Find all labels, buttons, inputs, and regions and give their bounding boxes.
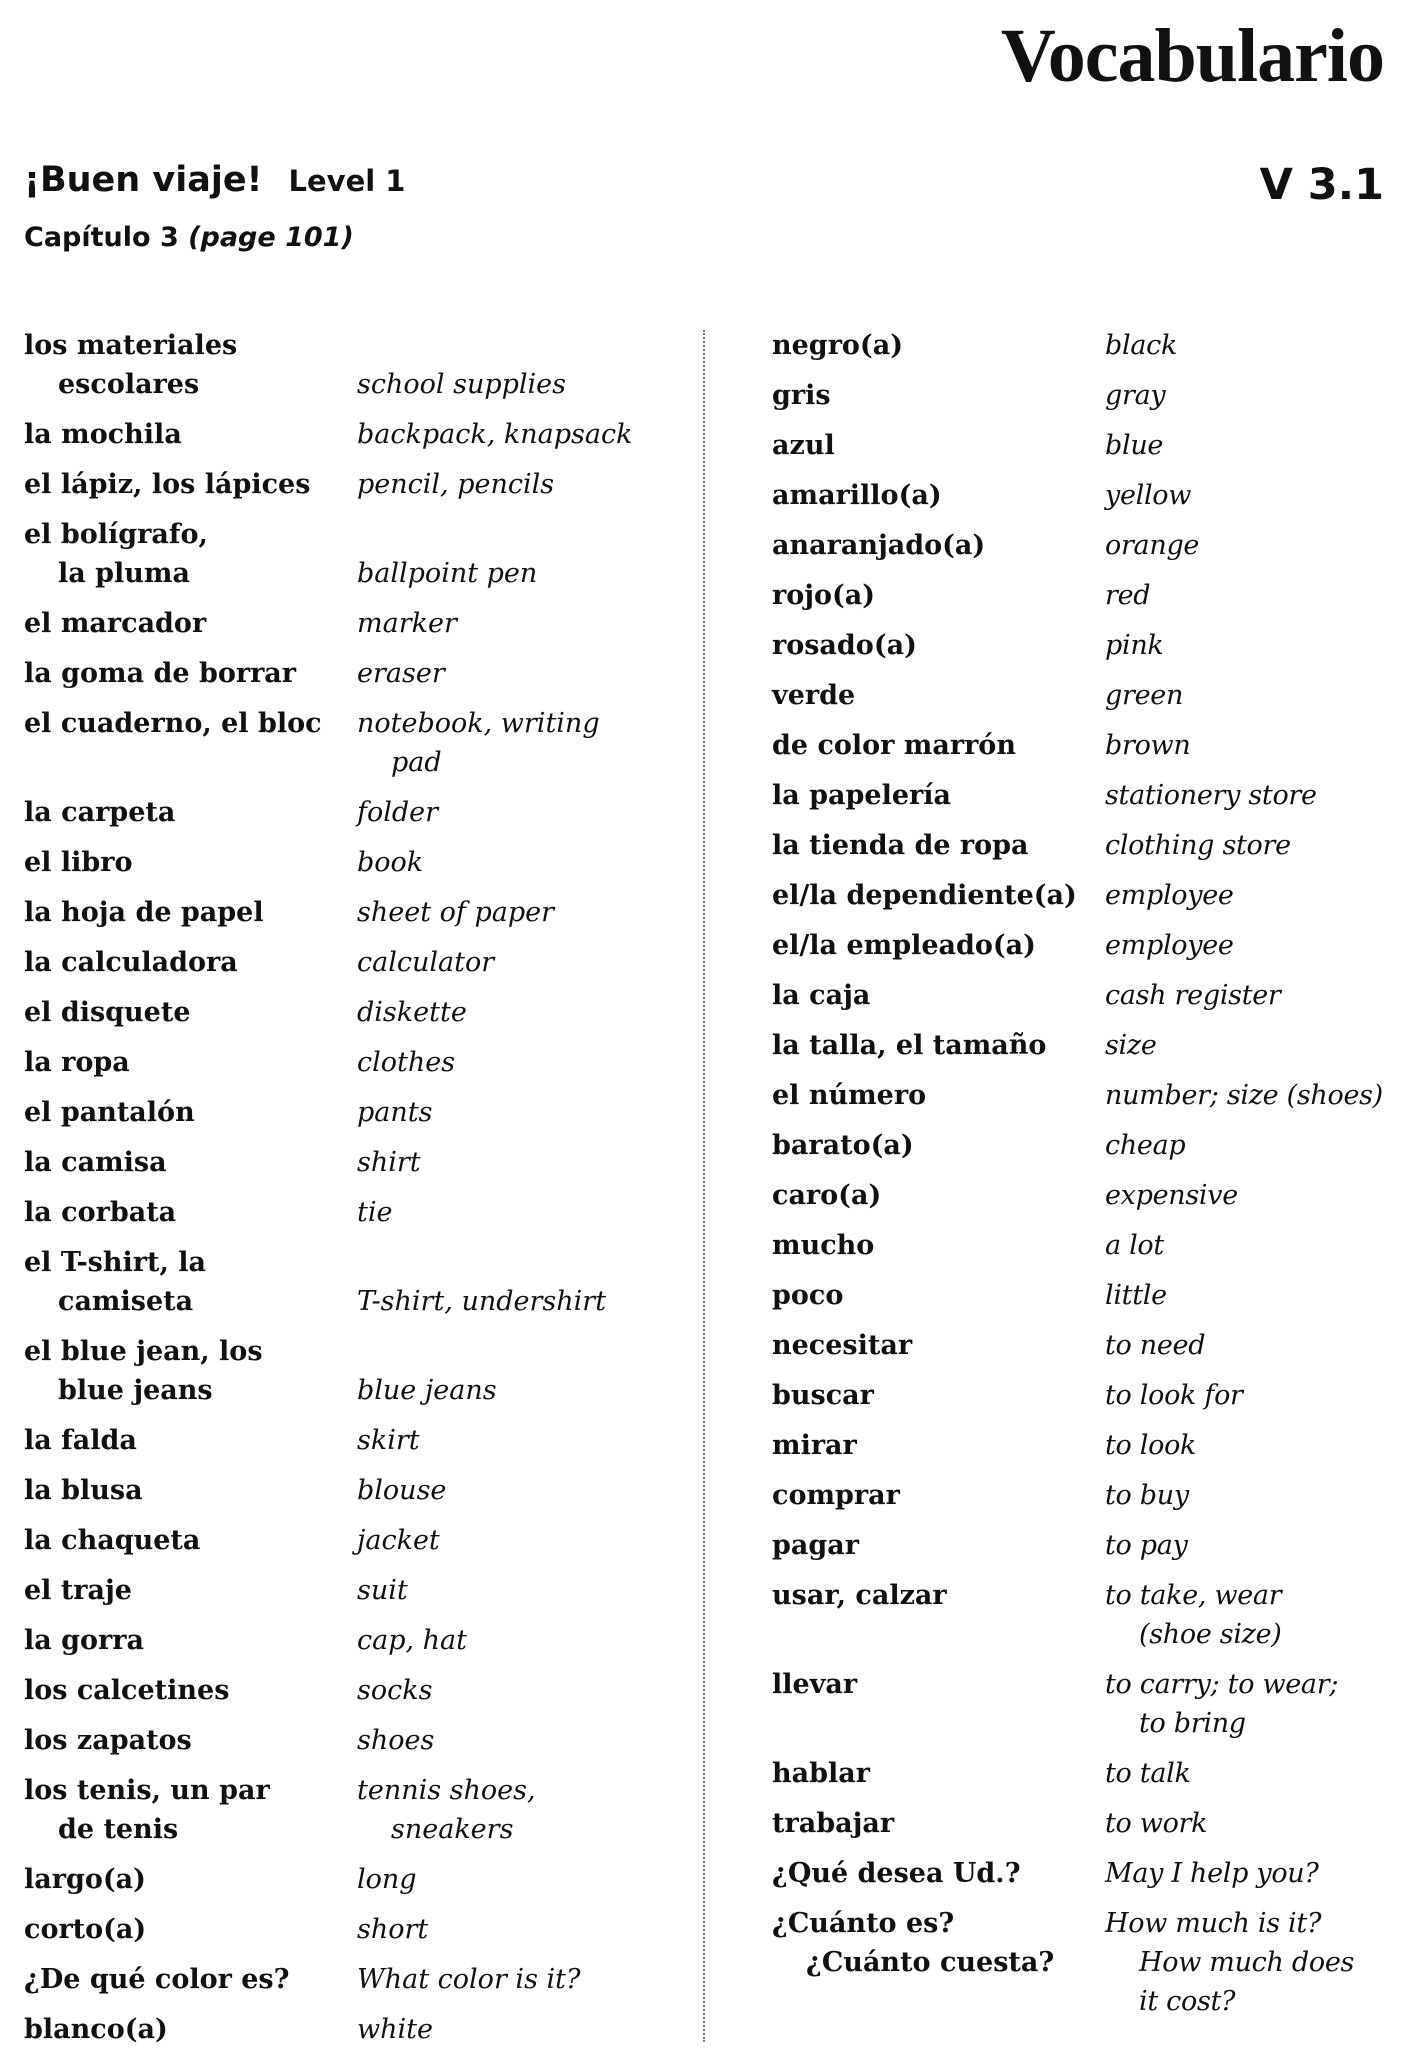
english-translation: eraser	[357, 658, 445, 689]
english-translation: cheap	[1105, 1130, 1186, 1161]
spanish-term: gris	[772, 380, 831, 411]
spanish-term: la ropa	[24, 1047, 130, 1078]
english-translation: brown	[1105, 730, 1191, 761]
english-translation: number; size (shoes)	[1105, 1080, 1383, 1111]
spanish-term: la falda	[24, 1425, 137, 1456]
vocab-entry	[772, 1804, 1396, 1843]
spanish-term: el número	[772, 1080, 927, 1111]
vocab-entry	[24, 326, 684, 404]
english-translation: clothing store	[1105, 830, 1291, 861]
spanish-term: caro(a)	[772, 1180, 882, 1211]
english-translation: pants	[357, 1097, 433, 1128]
spanish-term: largo(a)	[24, 1864, 146, 1895]
english-translation: to take, wear (shoe size)	[1105, 1580, 1282, 1650]
vocab-entry	[772, 1426, 1396, 1465]
spanish-term: comprar	[772, 1480, 900, 1511]
vocab-entry	[24, 1043, 684, 1082]
spanish-term: de color marrón	[772, 730, 1016, 761]
english-translation: suit	[357, 1575, 408, 1606]
spanish-term: buscar	[772, 1380, 874, 1411]
spanish-term: rojo(a)	[772, 580, 876, 611]
english-translation: notebook, writing pad	[357, 708, 600, 778]
vocab-entry	[24, 415, 684, 454]
vocab-entry	[24, 1721, 684, 1760]
spanish-term: la corbata	[24, 1197, 177, 1228]
english-translation: a lot	[1105, 1230, 1164, 1261]
spanish-term: ¿Cuánto es? ¿Cuánto cuesta?	[772, 1908, 1055, 1978]
english-translation: marker	[357, 608, 457, 639]
spanish-term: llevar	[772, 1669, 858, 1700]
english-translation: T-shirt, undershirt	[357, 1286, 607, 1317]
vocab-entry	[24, 1093, 684, 1132]
english-translation: book	[357, 847, 424, 878]
english-translation: orange	[1105, 530, 1200, 561]
english-translation: employee	[1105, 930, 1234, 961]
spanish-term: corto(a)	[24, 1914, 147, 1945]
spanish-term: la blusa	[24, 1475, 143, 1506]
spanish-term: la mochila	[24, 419, 182, 450]
vocab-entry	[772, 1026, 1396, 1065]
vocab-entry	[772, 426, 1396, 465]
spanish-term: el blue jean, los blue jeans	[24, 1336, 263, 1406]
english-translation: cash register	[1105, 980, 1281, 1011]
english-translation: pink	[1105, 630, 1164, 661]
vocab-entry	[772, 1476, 1396, 1515]
vocab-entry	[772, 1326, 1396, 1365]
vocab-entry	[772, 1904, 1396, 2021]
spanish-term: la gorra	[24, 1625, 144, 1656]
vocab-entry	[24, 465, 684, 504]
english-translation: shirt	[357, 1147, 421, 1178]
spanish-term: los calcetines	[24, 1675, 230, 1706]
spanish-term: mucho	[772, 1230, 875, 1261]
english-translation: school supplies	[357, 369, 567, 400]
english-translation: to carry; to wear; to bring	[1105, 1669, 1339, 1739]
vocab-entry	[772, 326, 1396, 365]
vocab-entry	[24, 893, 684, 932]
page-reference: (page 101)	[188, 222, 354, 253]
spanish-term: barato(a)	[772, 1130, 914, 1161]
vocab-entry	[772, 1276, 1396, 1315]
vocab-entry	[772, 1176, 1396, 1215]
english-translation: to pay	[1105, 1530, 1188, 1561]
vocab-entry	[24, 704, 684, 782]
english-translation: red	[1105, 580, 1151, 611]
vocab-entry	[772, 926, 1396, 965]
spanish-term: la talla, el tamaño	[772, 1030, 1047, 1061]
vocab-entry	[24, 1143, 684, 1182]
vocab-entry	[772, 1754, 1396, 1793]
vocab-entry	[24, 943, 684, 982]
vocab-entry	[24, 1243, 684, 1321]
book-name: ¡Buen viaje!	[24, 160, 263, 200]
english-translation: blue	[1105, 430, 1164, 461]
spanish-term: negro(a)	[772, 330, 903, 361]
english-translation: socks	[357, 1675, 433, 1706]
vocab-entry	[772, 826, 1396, 865]
vocab-entry	[772, 1076, 1396, 1115]
english-translation: yellow	[1105, 480, 1192, 511]
vocab-entry	[772, 676, 1396, 715]
spanish-term: pagar	[772, 1530, 859, 1561]
spanish-term: la carpeta	[24, 797, 176, 828]
spanish-term: el traje	[24, 1575, 132, 1606]
vocab-entry	[24, 1771, 684, 1849]
column-divider	[703, 330, 705, 2042]
vocab-entry	[772, 1665, 1396, 1743]
vocab-entry	[24, 1332, 684, 1410]
english-translation: How much is it? How much does it cost?	[1105, 1908, 1355, 2017]
english-translation: sheet of paper	[357, 897, 555, 928]
english-translation: blouse	[357, 1475, 447, 1506]
spanish-term: hablar	[772, 1758, 870, 1789]
english-translation: white	[357, 2014, 433, 2045]
spanish-term: trabajar	[772, 1808, 895, 1839]
vocab-column-left	[24, 326, 684, 2060]
vocab-entry	[772, 526, 1396, 565]
spanish-term: la hoja de papel	[24, 897, 264, 928]
spanish-term: ¿Qué desea Ud.?	[772, 1858, 1021, 1889]
page-title: Vocabulario	[1000, 14, 1384, 98]
vocab-entry	[24, 604, 684, 643]
vocab-entry	[772, 1376, 1396, 1415]
vocab-entry	[24, 1571, 684, 1610]
vocab-entry	[772, 576, 1396, 615]
english-translation: tie	[357, 1197, 393, 1228]
vocab-entry	[24, 2010, 684, 2049]
vocab-entry	[24, 1910, 684, 1949]
vocab-entry	[24, 515, 684, 593]
spanish-term: el T-shirt, la camiseta	[24, 1247, 206, 1317]
spanish-term: amarillo(a)	[772, 480, 942, 511]
english-translation: long	[357, 1864, 417, 1895]
spanish-term: la goma de borrar	[24, 658, 297, 689]
english-translation: size	[1105, 1030, 1157, 1061]
spanish-term: la camisa	[24, 1147, 167, 1178]
english-translation: short	[357, 1914, 429, 1945]
english-translation: shoes	[357, 1725, 435, 1756]
english-translation: May I help you?	[1105, 1858, 1319, 1889]
vocab-entry	[24, 793, 684, 832]
spanish-term: rosado(a)	[772, 630, 917, 661]
spanish-term: los materiales escolares	[24, 330, 238, 400]
english-translation: to look for	[1105, 1380, 1243, 1411]
spanish-term: el/la dependiente(a)	[772, 880, 1077, 911]
spanish-term: la papelería	[772, 780, 951, 811]
spanish-term: el/la empleado(a)	[772, 930, 1036, 961]
spanish-term: el cuaderno, el bloc	[24, 708, 322, 739]
vocab-entry	[772, 1126, 1396, 1165]
vocab-entry	[24, 1471, 684, 1510]
vocab-entry	[772, 726, 1396, 765]
vocab-entry	[772, 376, 1396, 415]
vocab-entry	[772, 976, 1396, 1015]
english-translation: backpack, knapsack	[357, 419, 633, 450]
chapter-heading	[24, 222, 354, 253]
spanish-term: la caja	[772, 980, 871, 1011]
vocab-entry	[24, 1621, 684, 1660]
vocab-entry	[24, 654, 684, 693]
vocab-entry	[772, 1226, 1396, 1265]
english-translation: clothes	[357, 1047, 456, 1078]
spanish-term: necesitar	[772, 1330, 913, 1361]
english-translation: employee	[1105, 880, 1234, 911]
spanish-term: la calculadora	[24, 947, 238, 978]
english-translation: What color is it?	[357, 1964, 581, 1995]
english-translation: diskette	[357, 997, 467, 1028]
spanish-term: blanco(a)	[24, 2014, 168, 2045]
english-translation: to talk	[1105, 1758, 1191, 1789]
english-translation: blue jeans	[357, 1375, 497, 1406]
vocab-entry	[772, 1576, 1396, 1654]
chapter-name: Capítulo 3	[24, 222, 179, 253]
spanish-term: los tenis, un par de tenis	[24, 1775, 270, 1845]
vocab-entry	[772, 876, 1396, 915]
worksheet-code: V 3.1	[1259, 160, 1384, 210]
english-translation: calculator	[357, 947, 495, 978]
english-translation: to work	[1105, 1808, 1208, 1839]
english-translation: jacket	[357, 1525, 440, 1556]
book-title	[24, 160, 405, 200]
english-translation: ballpoint pen	[357, 558, 538, 589]
spanish-term: usar, calzar	[772, 1580, 947, 1611]
vocab-entry	[772, 476, 1396, 515]
vocab-entry	[772, 1854, 1396, 1893]
spanish-term: el disquete	[24, 997, 191, 1028]
spanish-term: poco	[772, 1280, 844, 1311]
vocab-entry	[24, 843, 684, 882]
spanish-term: el lápiz, los lápices	[24, 469, 311, 500]
english-translation: gray	[1105, 380, 1166, 411]
spanish-term: anaranjado(a)	[772, 530, 986, 561]
english-translation: to buy	[1105, 1480, 1189, 1511]
english-translation: expensive	[1105, 1180, 1238, 1211]
english-translation: cap, hat	[357, 1625, 468, 1656]
spanish-term: la tienda de ropa	[772, 830, 1029, 861]
vocab-entry	[772, 776, 1396, 815]
vocab-entry	[24, 1193, 684, 1232]
spanish-term: el marcador	[24, 608, 207, 639]
vocab-entry	[24, 993, 684, 1032]
vocab-entry	[772, 1526, 1396, 1565]
spanish-term: el libro	[24, 847, 133, 878]
spanish-term: verde	[772, 680, 856, 711]
english-translation: pencil, pencils	[357, 469, 555, 500]
english-translation: skirt	[357, 1425, 420, 1456]
english-translation: to need	[1105, 1330, 1206, 1361]
spanish-term: el bolígrafo, la pluma	[24, 519, 208, 589]
english-translation: stationery store	[1105, 780, 1317, 811]
english-translation: green	[1105, 680, 1184, 711]
spanish-term: los zapatos	[24, 1725, 192, 1756]
english-translation: black	[1105, 330, 1177, 361]
vocab-column-right	[772, 326, 1396, 2032]
vocab-entry	[24, 1421, 684, 1460]
english-translation: little	[1105, 1280, 1167, 1311]
english-translation: to look	[1105, 1430, 1197, 1461]
english-translation: folder	[357, 797, 439, 828]
vocab-entry	[24, 1860, 684, 1899]
spanish-term: azul	[772, 430, 835, 461]
spanish-term: ¿De qué color es?	[24, 1964, 290, 1995]
vocab-entry	[24, 1960, 684, 1999]
spanish-term: el pantalón	[24, 1097, 195, 1128]
spanish-term: mirar	[772, 1430, 857, 1461]
vocab-entry	[772, 626, 1396, 665]
spanish-term: la chaqueta	[24, 1525, 201, 1556]
english-translation: tennis shoes, sneakers	[357, 1775, 536, 1845]
vocab-entry	[24, 1521, 684, 1560]
vocab-entry	[24, 1671, 684, 1710]
book-level: Level 1	[288, 164, 406, 198]
